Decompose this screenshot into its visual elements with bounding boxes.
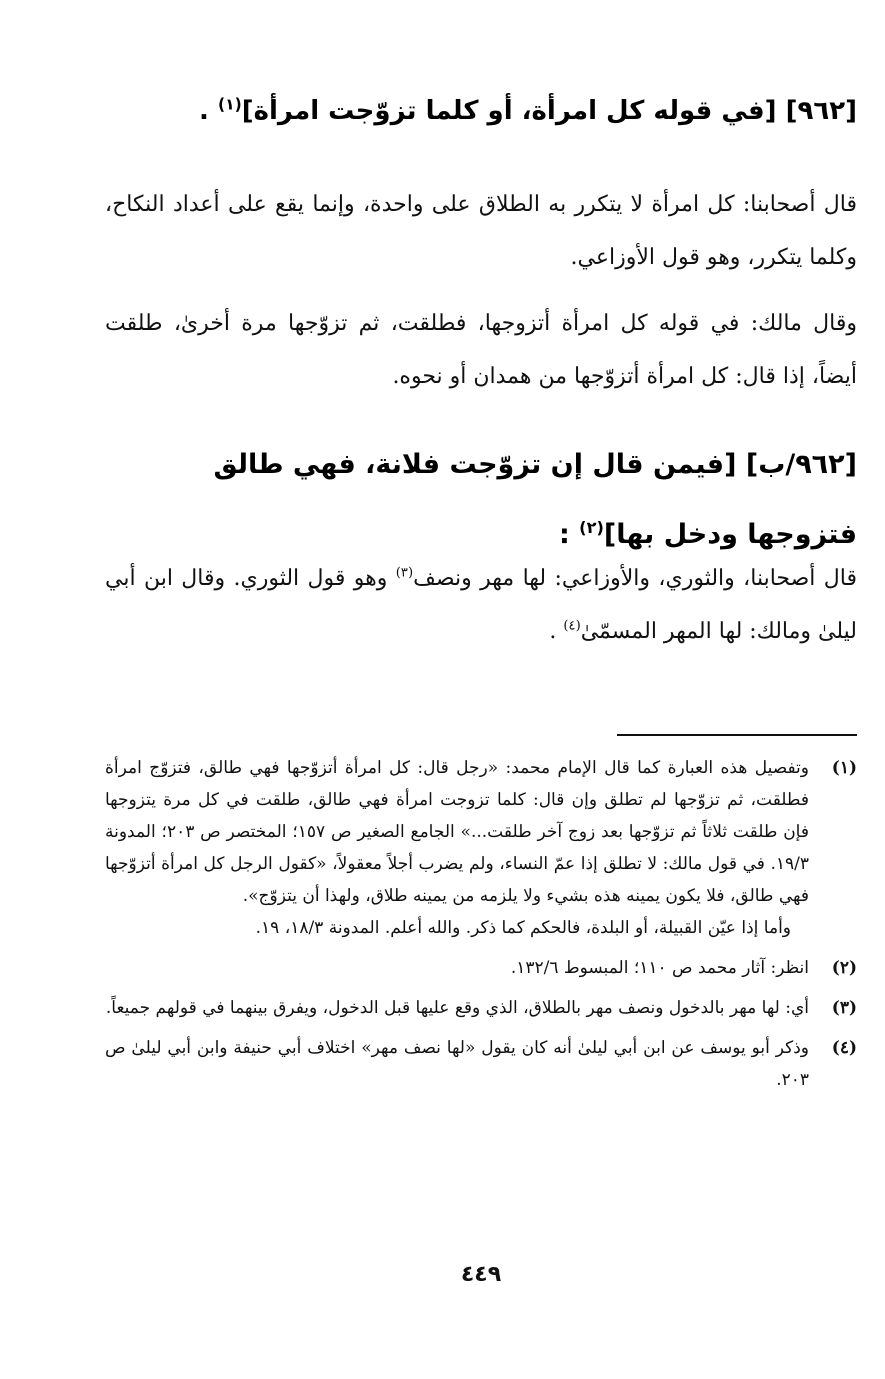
footnote-2 — [105, 952, 857, 984]
heading-number: [٩٦٢] — [785, 96, 857, 126]
footnote-divider — [617, 734, 857, 736]
footnote-text: انظر: آثار محمد ص ١١٠؛ المبسوط ١٣٢/٦. — [510, 958, 809, 978]
heading-title: [في قوله كل امرأة، أو كلما تزوّجت امرأة] — [241, 96, 777, 126]
footnote-1 — [105, 752, 857, 944]
footnote-ref: (٣) — [395, 565, 414, 581]
paragraph-ashabuna: قال أصحابنا: كل امرأة لا يتكرر به الطلاق على واحدة، وإنما يقع على أعداد النكاح، وكلما يتكرر، وهو قول الأوزاعي. — [105, 192, 857, 270]
heading-number: [٩٦٢/ب] — [745, 449, 857, 480]
paragraph-opinions: قال أصحابنا، والثوري، والأوزاعي: لها مهر ونصف$^{(٣)}$ وهو قول الثوري. وقال ابن أبي ليلىٰ ومالك: لها المهر المسمّىٰ$^{(٤)}$ . — [105, 565, 857, 644]
page-number: ٤٤٩ — [460, 1262, 502, 1287]
book-page — [105, 0, 857, 1379]
footnote-text: وذكر أبو يوسف عن ابن أبي ليلىٰ أنه كان يقول «لها نصف مهر» اختلاف أبي حنيفة وابن أبي ليلىٰ ص ٢٠٣. — [105, 1038, 809, 1090]
footnotes — [105, 752, 857, 1104]
footnote-text: أي: لها مهر بالدخول ونصف مهر بالطلاق، الذي وقع عليها قبل الدخول، ويفرق بينهما في قولهم جميعاً. — [105, 998, 809, 1018]
footnote-number: (٤) — [831, 1038, 857, 1058]
heading-title: [فيمن قال إن تزوّجت فلانة، فهي طالق فتزوجها ودخل بها] — [213, 449, 857, 550]
footnote-ref: (٤) — [563, 618, 581, 634]
footnote-ref: (١) — [217, 95, 242, 114]
section-heading-962: [٩٦٢] [في قوله كل امرأة، أو كلما تزوّجت امرأة]$^{(١)}$ . — [199, 95, 857, 126]
footnote-3 — [105, 992, 857, 1024]
footnote-number: (٣) — [831, 998, 857, 1018]
footnote-number: (٢) — [831, 958, 857, 978]
section-heading-962b: [٩٦٢/ب] [فيمن قال إن تزوّجت فلانة، فهي طالق فتزوجها ودخل بها]$^{(٢)}$ : — [213, 449, 857, 550]
footnote-ref: (٢) — [579, 518, 604, 537]
footnote-number: (١) — [831, 758, 857, 778]
footnote-text: وتفصيل هذه العبارة كما قال الإمام محمد: «رجل قال: كل امرأة أتزوّجها فهي طالق، فتزوّج امرأة فطلقت، ثم تزوّجها لم تطلق وإن قال: كلما تزوجت امرأة فهي طالق، طلقت في كل مرة يتزوجها فإن طلقت ثلاثاً ثم تزوّجها بعد زوج آخر طلقت...» الجامع الصغير ص ١٥٧؛ المختصر ص ٢٠٣؛ المدونة ١٩/٣. في قول مالك: لا تطلق إذا عمّ النساء، ولم يضرب أجلاً معقولاً، «كقول الرجل كل امرأة أتزوّجها فهي طالق، فلا يكون يمينه هذه بشيء ولا يلزمه من يمينه طلاق، ولهذا أن يتزوّج». — [105, 758, 809, 906]
footnote-4 — [105, 1032, 857, 1096]
paragraph-malik: وقال مالك: في قوله كل امرأة أتزوجها، فطلقت، ثم تزوّجها مرة أخرىٰ، طلقت أيضاً، إذا قال: كل امرأة أتزوّجها من همدان أو نحوه. — [105, 311, 857, 389]
footnote-continuation: وأما إذا عيّن القبيلة، أو البلدة، فالحكم كما ذكر. والله أعلم. المدونة ١٨/٣، ١٩. — [255, 918, 791, 938]
